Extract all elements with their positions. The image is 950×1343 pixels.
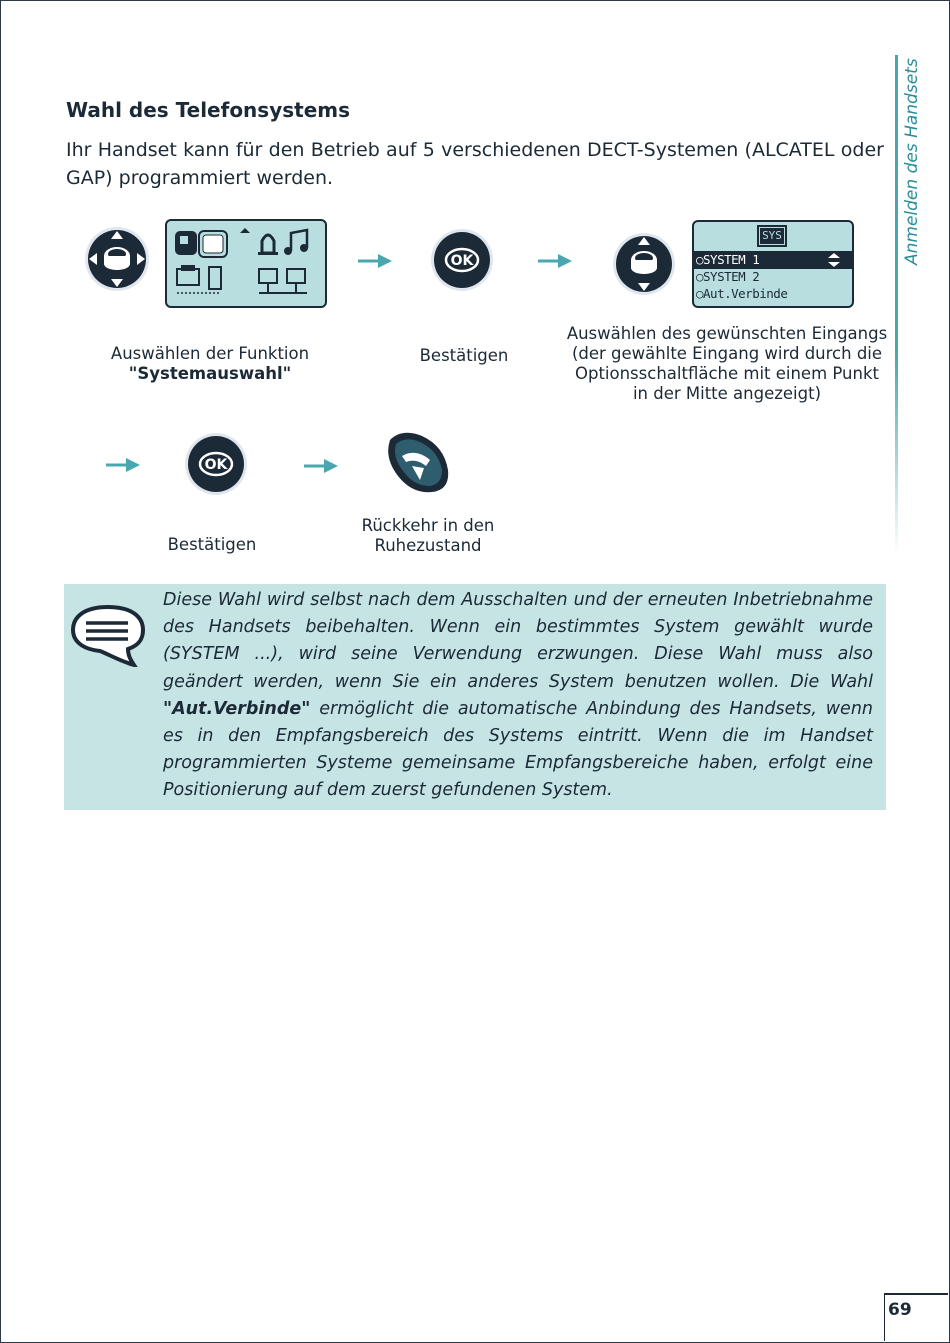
speech-bubble-icon <box>70 603 146 667</box>
step2-caption: Bestätigen <box>419 346 509 365</box>
menu-screen <box>165 219 327 308</box>
sys-title-box <box>757 225 787 247</box>
ok-label: OK <box>204 457 228 473</box>
navigator-updown-icon <box>612 232 676 296</box>
intro-paragraph: Ihr Handset kann für den Betrieb auf 5 verschiedenen DECT-Systemen (ALCATEL oder GAP) programmiert werden. <box>66 139 884 189</box>
updown-indicator-icon <box>828 253 840 267</box>
section-heading: Wahl des Telefonsystems <box>66 98 351 122</box>
arrow-right-icon <box>304 459 338 473</box>
footer-rule <box>885 1293 948 1295</box>
footer-rule-vertical <box>884 1293 885 1341</box>
step4-caption: Bestätigen <box>167 535 257 554</box>
step5-caption: Rückkehr in den Ruhezustand <box>361 516 495 555</box>
menu-screen-icons <box>167 221 325 306</box>
sys-item[interactable]: ○SYSTEM 2 <box>696 269 760 284</box>
ok-button-icon <box>430 228 494 292</box>
side-tab-label: Anmelden des Handsets <box>902 58 922 265</box>
arrow-right-icon <box>106 458 140 472</box>
note-text: Diese Wahl wird selbst nach dem Ausschalten und der erneuten Inbetriebnahme des Handsets beibehalten. Wenn ein bestimmtes System gewählt wurde (SYSTEM ...), wird seine Verwendung erzwungen. Diese Wahl muss also geändert werden, wenn Sie ein anderes System benutzen wollen. Die Wahl "Aut.Verbinde" ermöglicht die automatische Anbindung des Handsets, wenn es in den Empfangsbereich des Systems eintritt. Wenn die im Handset programmierten Systeme gemeinsame Empfangsbereiche haben, erfolgt eine Positionierung auf dem zuerst gefundenen System. <box>163 590 873 801</box>
arrow-right-icon <box>538 254 572 268</box>
page-number: 69 <box>888 1300 912 1320</box>
ok-button-icon <box>184 432 248 496</box>
side-tab <box>900 55 924 265</box>
arrow-right-icon <box>358 254 392 268</box>
side-accent-line <box>895 55 898 555</box>
step1-caption: Auswählen der Funktion "Systemauswahl" <box>110 344 310 383</box>
ok-label: OK <box>450 253 474 269</box>
step3-caption: Auswählen des gewünschten Eingangs (der gewählte Eingang wird durch die Optionsschaltfläche mit einem Punkt in der Mitte angezeigt) <box>566 324 888 403</box>
sys-item[interactable]: ○SYSTEM 1 <box>696 252 760 267</box>
sys-title: SYS <box>760 228 784 244</box>
navigator-4way-icon <box>84 226 150 292</box>
hangup-key-icon <box>382 430 452 496</box>
sys-screen <box>692 220 854 308</box>
sys-item[interactable]: ○Aut.Verbinde <box>696 286 788 301</box>
